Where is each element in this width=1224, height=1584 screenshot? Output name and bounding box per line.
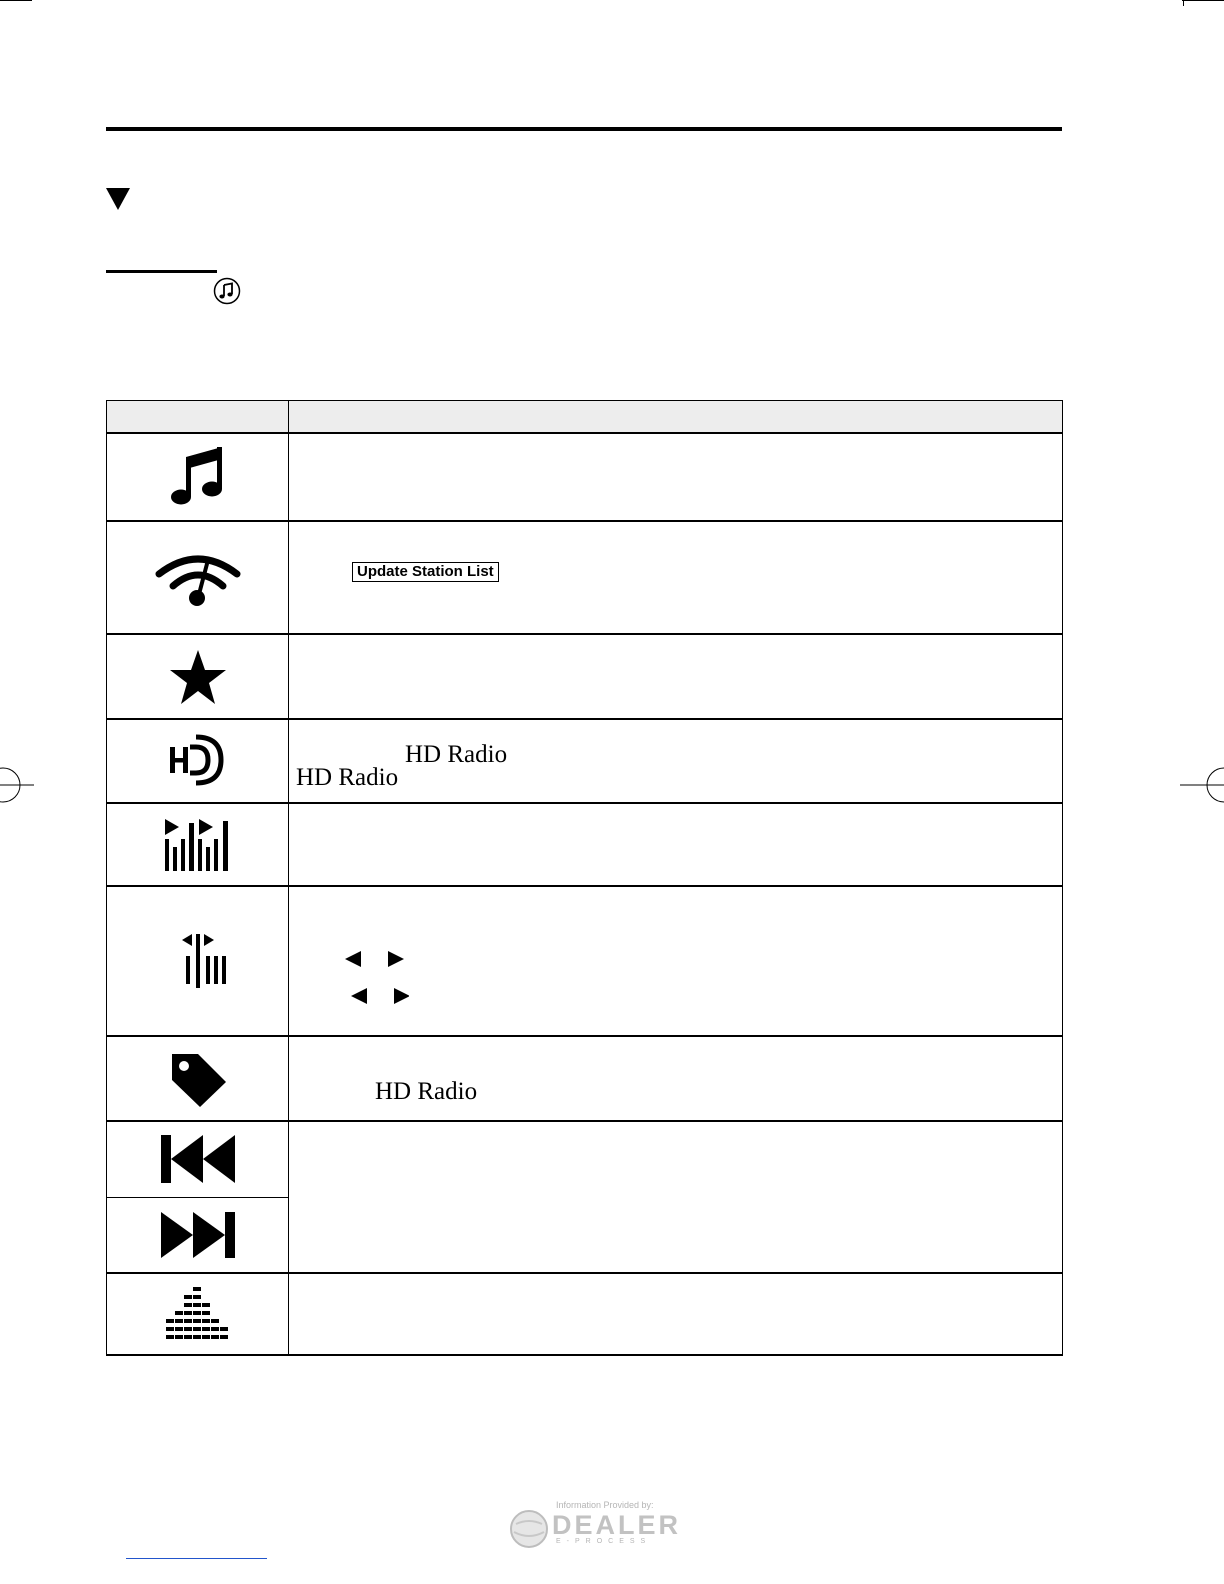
tune-arrows-icon — [343, 949, 409, 1007]
description-cell — [289, 634, 1063, 719]
description-cell — [289, 433, 1063, 521]
icon-cell — [107, 719, 289, 803]
watermark-sub: E-PROCESS — [556, 1538, 652, 1545]
table-row — [107, 719, 1063, 803]
equalizer-icon[interactable] — [166, 1287, 230, 1341]
update-station-list-button[interactable]: Update Station List — [352, 562, 499, 582]
description-cell — [289, 803, 1063, 886]
registration-mark-right — [1180, 765, 1224, 805]
subsection-rule — [106, 270, 217, 273]
music-note-icon[interactable] — [168, 445, 228, 509]
icon-cell — [107, 1036, 289, 1121]
signal-tower-icon[interactable] — [155, 548, 241, 608]
footer-link-line — [126, 1558, 267, 1559]
crop-mark-top-left — [0, 0, 32, 1]
icon-cell — [107, 1273, 289, 1355]
globe-logo-icon — [508, 1508, 550, 1550]
table-row — [107, 1273, 1063, 1355]
table-row — [107, 1036, 1063, 1121]
icon-cell — [107, 803, 289, 886]
header-icon-column — [107, 401, 289, 434]
hd-radio-text: HD Radio — [405, 741, 508, 768]
skip-back-icon[interactable] — [161, 1135, 235, 1183]
description-cell — [289, 1121, 1063, 1273]
hd-radio-text: HD Radio — [375, 1078, 478, 1105]
hd-radio-text: HD Radio — [296, 764, 399, 791]
section-marker-icon — [106, 188, 130, 210]
table-row — [107, 1121, 1063, 1197]
dealer-watermark — [508, 1500, 698, 1556]
watermark-brand: DEALER — [552, 1510, 682, 1540]
table-header-row — [107, 401, 1063, 434]
table-row — [107, 803, 1063, 886]
tag-icon[interactable] — [168, 1050, 228, 1108]
header-function-column — [289, 401, 1063, 434]
description-cell — [289, 1036, 1063, 1121]
icon-cell — [107, 433, 289, 521]
scan-icon[interactable] — [163, 817, 233, 873]
icon-cell — [107, 1197, 289, 1273]
skip-forward-icon[interactable] — [161, 1212, 235, 1258]
registration-mark-left — [0, 765, 34, 805]
watermark-small-text: Information Provided by: — [556, 1500, 654, 1510]
header-rule — [106, 127, 1062, 131]
table-row — [107, 433, 1063, 521]
icon-cell — [107, 634, 289, 719]
icon-table — [106, 400, 1063, 1356]
description-cell — [289, 521, 1063, 634]
tune-icon[interactable] — [168, 932, 228, 990]
star-icon[interactable] — [168, 648, 228, 706]
table-row — [107, 634, 1063, 719]
icon-cell — [107, 521, 289, 634]
crop-mark-top-right — [1182, 0, 1224, 1]
description-cell — [289, 886, 1063, 1036]
table-row — [107, 886, 1063, 1036]
icon-cell — [107, 1121, 289, 1197]
hd-radio-icon[interactable] — [168, 731, 228, 791]
description-cell — [289, 719, 1063, 803]
music-note-circle-icon — [213, 277, 241, 305]
icon-cell — [107, 886, 289, 1036]
description-cell — [289, 1273, 1063, 1355]
crop-mark-top-right-v — [1183, 0, 1184, 6]
table-row — [107, 521, 1063, 634]
